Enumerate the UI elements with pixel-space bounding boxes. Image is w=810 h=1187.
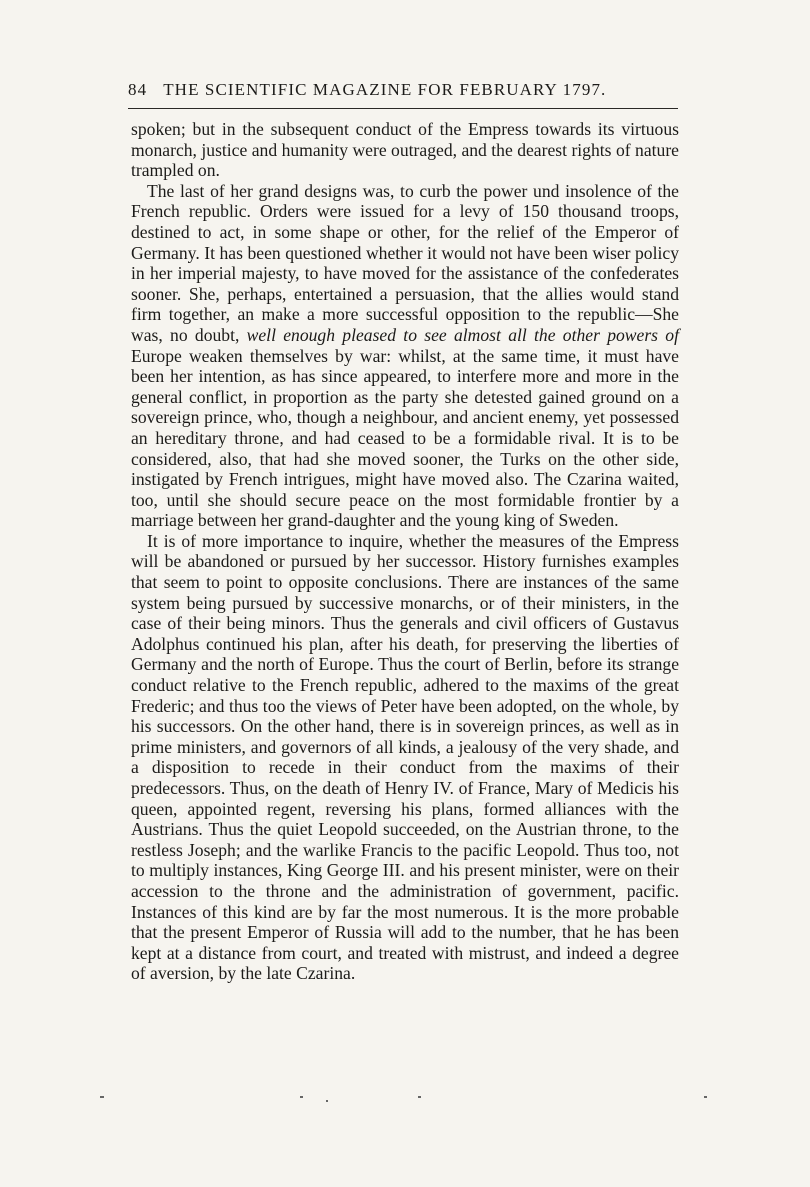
paragraph-2-text-b: Europe weaken themselves by war: whilst, at the same time, it must have been her intention, as has since appeared, to interfere more and more in the general conflict, in proportion as the party she detested gained ground on a sovereign prince, who, though a neighbour, and ancient enemy, yet possessed an hereditary throne, and had ceased to be a formidable rival. It is to be considered, also, that had she moved sooner, the Turks on the other side, instigated by French intrigues, might have moved also. The Czarina waited, too, until she should secure peace on the most formidable frontier by a marriage between her grand-daughter and the young king of Sweden. xyxy=(131,345,679,531)
paragraph-2-text-a: The last of her grand designs was, to curb the power und insolence of the French republic. Orders were issued for a levy of 150 thousand troops, destined to act, in some shape or other, for the relief of the Emperor of Germany. It has been questioned whether it would not have been wiser policy in her imperial majesty, to have moved for the assistance of the confederates sooner. She, perhaps, entertained a persuasion, that the allies would stand firm together, an make a more successful opposition to the republic—She was, no doubt, xyxy=(131,180,679,345)
article-body xyxy=(131,119,679,984)
running-title: THE SCIENTIFIC MAGAZINE FOR FEBRUARY 1797. xyxy=(163,80,607,99)
page-number: 84 xyxy=(128,80,148,99)
speck xyxy=(418,1096,421,1098)
paragraph-2 xyxy=(131,181,679,531)
paragraph-1: spoken; but in the subsequent conduct of the Empress towards its virtuous monarch, justice and humanity were outraged, and the dearest rights of nature trampled on. xyxy=(131,119,679,181)
paragraph-3: It is of more importance to inquire, whether the measures of the Empress will be abandoned or pursued by her successor. History furnishes examples that seem to point to opposite conclusions. There are instances of the same system being pursued by successive monarchs, or of their ministers, in the case of their being minors. Thus the generals and civil officers of Gustavus Adolphus continued his plan, after his death, for preserving the liberties of Germany and the north of Europe. Thus the court of Berlin, before its strange conduct relative to the French republic, adhered to the maxims of the great Frederic; and thus too the views of Peter have been adopted, on the whole, by his successors. On the other hand, there is in sovereign princes, as well as in prime ministers, and governors of all kinds, a jealousy of the very shade, and a disposition to recede in their conduct from the maxims of their predecessors. Thus, on the death of Henry IV. of France, Mary of Medicis his queen, appointed regent, reversing his plans, formed alliances with the Austrians. Thus the quiet Leopold succeeded, on the Austrian throne, to the restless Joseph; and the warlike Francis to the pacific Leopold. Thus too, not to multiply instances, King George III. and his present minister, were on their accession to the throne and the administration of government, pacific. Instances of this kind are by far the most numerous. It is the more probable that the present Emperor of Russia will add to the number, that he has been kept at a distance from court, and treated with mistrust, and indeed a degree of aversion, by the late Czarina. xyxy=(131,530,679,984)
speck xyxy=(100,1096,104,1098)
speck xyxy=(704,1096,707,1098)
speck xyxy=(326,1100,328,1102)
speck xyxy=(300,1096,303,1098)
header-rule xyxy=(128,108,678,109)
paragraph-2-italic: well enough pleased to see almost all the other powers of xyxy=(246,324,679,345)
running-header xyxy=(128,80,676,100)
page-specks xyxy=(0,1096,810,1116)
